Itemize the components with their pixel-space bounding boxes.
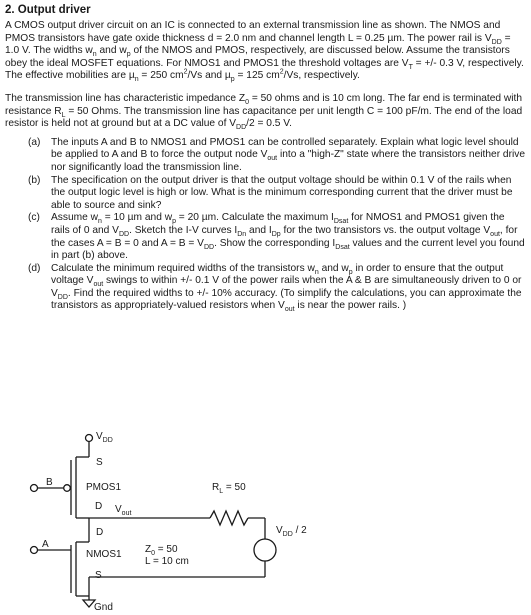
transmission-line-paragraph: The transmission line has characteristic impedance $Z_0 = 50$ ohms and is 10 cm long. The far end is terminated with resistance $R_L = 50$ Ohms. The transmission line has capacitance per unit length C = 100 pF/m. The end of the load resistor is held not at ground but at a DC value of $V_{DD}/2 = 0.5$ V.	[5, 92, 523, 132]
pmos-drain-label: D	[95, 501, 103, 512]
vdd-node	[86, 435, 93, 442]
input-a-terminal	[31, 547, 38, 554]
part-a: (a) The inputs A and B to NMOS1 and PMOS1 can be controlled separately. Explain what logic level should be applied to A and B to force the output node $V_{out}$ into a "high-Z" state where the transistors neither drive nor significantly load the transmission line.	[28, 136, 525, 173]
rl-label: $R_L = 50$	[212, 482, 246, 495]
input-a-label: A	[42, 539, 49, 550]
part-b: (b) The specification on the output driver is that the output voltage should be within 0.1 V of the rails when the output logic level is high or low. What is the minimum corresponding current that the driver must be able to source and sink?	[28, 174, 513, 211]
part-c-label: (c)	[28, 212, 40, 224]
vdd-half-label: $V_{DD} / 2$	[276, 525, 307, 538]
nmos-drain-label: D	[96, 527, 104, 538]
pmos1-label: PMOS1	[86, 482, 122, 493]
part-b-label: (b)	[28, 174, 41, 186]
part-c: (c) Assume $w_n = 10$ µm and $w_p = 20$ µm. Calculate the maximum $I_{Dsat}$ for NMOS1 and PMOS1 given the rails of 0 and $V_{DD}$. Sketch the I-V curves $I_{Dn}$ and $I_{Dp}$ for the two transistors vs. the output voltage $V_{out}$, for the cases A = B = 0 and $A = B = V_{DD}$. Show the corresponding $I_{Dsat}$ values and the current level you found in part (b) above.	[28, 212, 525, 262]
intro-paragraph: A CMOS output driver circuit on an IC is connected to an external transmission line as shown. The NMOS and PMOS transistors have gate oxide thickness d = 2.0 nm and channel length L = 0.25 µm. The power rail is $V_{DD} = 1.0$ V. The widths $w_n$ and $w_p$ of the NMOS and PMOS, respectively, are discussed below. Assume the transistors obey the ideal MOSFET equations. For NMOS1 and PMOS1 the threshold voltages are $V_T$ = +/- 0.3 V, respectively. The effective mobilities are µ$_n$ = 250 $cm^2/Vs$ and µ$_p$ = 125 $cm^2/Vs$, respectively.	[5, 20, 524, 84]
vdd-half-source	[254, 539, 276, 561]
vdd-label: $V_{DD}$	[96, 431, 113, 444]
z0-label: $Z_0 = 50$	[145, 544, 178, 557]
problem-heading: 2. Output driver	[5, 4, 91, 16]
problem-document	[5, 3, 525, 313]
vout-label: $V_{out}$	[115, 504, 132, 517]
part-d-label: (d)	[28, 262, 41, 274]
pmos-gate-bubble	[64, 485, 71, 492]
pmos-source-label: S	[96, 457, 103, 468]
input-b-label: B	[46, 477, 53, 488]
load-resistor	[210, 511, 248, 525]
nmos-source-label: S	[95, 570, 102, 581]
gnd-label: Gnd	[94, 602, 113, 613]
part-d: (d) Calculate the minimum required widths of the transistors $w_n$ and $w_p$ in order to ensure that the output voltage $V_{out}$ swings to within +/- 0.1 V of the power rails when the A & B are simultaneously driven to 0 or $V_{DD}$. Find the required widths to +/- 10% accuracy. (To simplify the calculations, you can approximate the transistors as appropriately-valued resistors when $V_{out}$ is near the power rails. )	[28, 262, 522, 314]
line-length-label: L = 10 cm	[145, 556, 189, 567]
question-parts-list	[28, 137, 525, 313]
nmos1-label: NMOS1	[86, 549, 122, 560]
circuit-diagram	[0, 428, 531, 615]
input-b-terminal	[31, 485, 38, 492]
part-a-label: (a)	[28, 136, 41, 148]
circuit-labels	[42, 431, 307, 613]
